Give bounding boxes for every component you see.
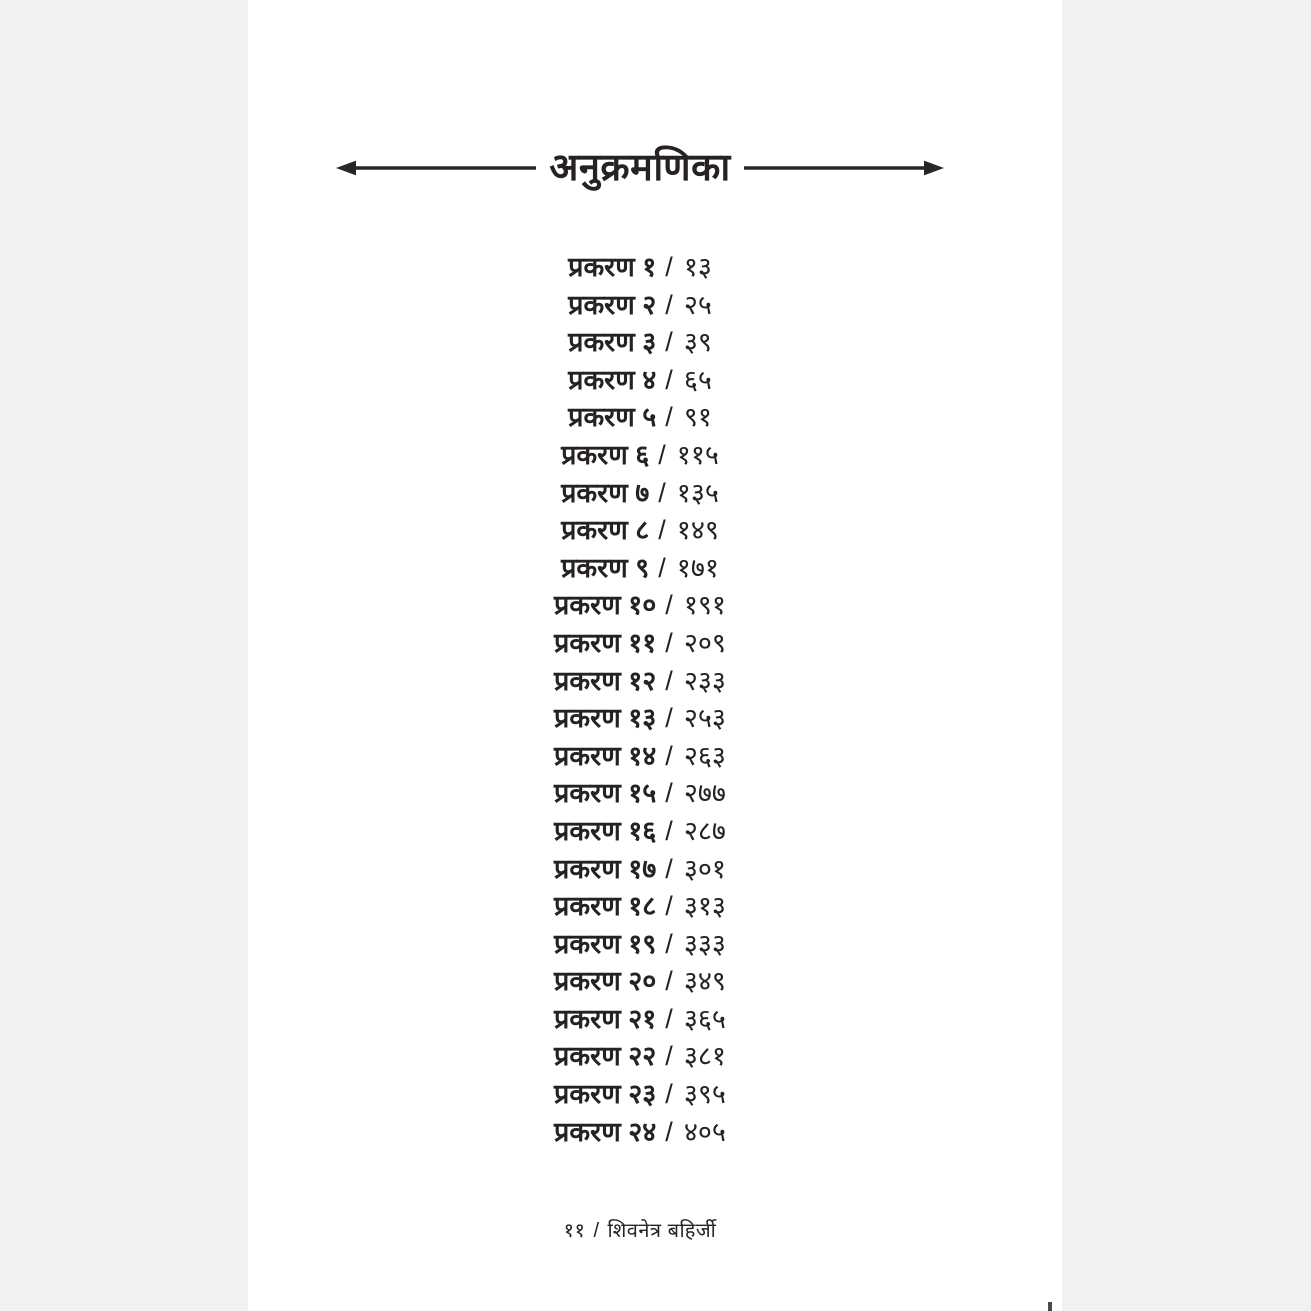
toc-chapter-label: प्रकरण ७ — [561, 477, 650, 508]
toc-separator: / — [665, 289, 673, 320]
toc-separator: / — [665, 252, 673, 282]
toc-entry — [554, 888, 726, 926]
toc-separator: / — [665, 364, 673, 395]
toc-separator: / — [665, 665, 673, 696]
toc-chapter-label: प्रकरण ५ — [568, 402, 657, 433]
toc-separator: / — [665, 891, 673, 922]
toc-entry — [554, 512, 726, 550]
toc-entry — [554, 1001, 726, 1039]
toc-chapter-label: प्रकरण १४ — [554, 740, 657, 771]
toc-separator: / — [665, 1079, 673, 1110]
toc-separator: / — [665, 966, 673, 997]
toc-page-number: ६५ — [683, 364, 712, 395]
toc-entry — [554, 1076, 726, 1114]
toc-entry — [554, 1038, 726, 1076]
toc-chapter-label: प्रकरण २२ — [554, 1041, 657, 1072]
toc-separator: / — [665, 590, 673, 621]
toc-page-number: २५३ — [683, 703, 726, 734]
toc-separator: / — [665, 402, 673, 433]
toc-entry — [554, 249, 726, 287]
toc-chapter-label: प्रकरण १५ — [554, 778, 657, 809]
toc-page-number: ९१ — [683, 402, 712, 433]
right-arrow-icon — [744, 159, 944, 177]
toc-page-number: १४९ — [676, 515, 719, 546]
toc-chapter-label: प्रकरण २३ — [554, 1079, 657, 1110]
toc-list — [554, 249, 726, 1151]
toc-page-number: २३३ — [683, 665, 726, 696]
section-title-row — [336, 0, 943, 194]
toc-chapter-label: प्रकरण ४ — [568, 364, 657, 395]
toc-chapter-label: प्रकरण १८ — [554, 891, 657, 922]
toc-separator: / — [665, 815, 673, 846]
toc-entry — [554, 625, 726, 663]
toc-entry — [554, 587, 726, 625]
toc-page-number: २८७ — [683, 815, 726, 846]
toc-page-number: ३१३ — [683, 891, 726, 922]
book-page — [248, 0, 1062, 1311]
toc-entry — [554, 475, 726, 513]
toc-entry — [554, 399, 726, 437]
toc-separator: / — [665, 703, 673, 734]
toc-chapter-label: प्रकरण ११ — [554, 627, 657, 658]
toc-separator: / — [665, 928, 673, 959]
toc-entry — [554, 663, 726, 701]
toc-separator: / — [665, 778, 673, 809]
toc-page-number: ३६५ — [683, 1003, 726, 1034]
toc-entry — [554, 963, 726, 1001]
toc-entry — [554, 851, 726, 889]
toc-chapter-label: प्रकरण १७ — [554, 853, 657, 884]
toc-entry — [554, 813, 726, 851]
toc-separator: / — [665, 740, 673, 771]
toc-chapter-label: प्रकरण २४ — [554, 1116, 657, 1147]
toc-chapter-label: प्रकरण ३ — [568, 327, 657, 358]
page-title: अनुक्रमणिका — [549, 147, 731, 189]
toc-page-number: ३३३ — [683, 928, 726, 959]
toc-separator: / — [665, 1116, 673, 1147]
toc-page-number: १३ — [683, 252, 712, 282]
toc-page-number: ३०१ — [683, 853, 726, 884]
toc-separator: / — [658, 552, 666, 583]
toc-page-number: २०९ — [683, 627, 726, 658]
toc-entry — [554, 324, 726, 362]
toc-chapter-label: प्रकरण ६ — [561, 439, 650, 470]
footer-separator: / — [593, 1220, 600, 1243]
toc-chapter-label: प्रकरण २ — [568, 289, 657, 320]
toc-entry — [554, 775, 726, 813]
toc-separator: / — [658, 439, 666, 470]
toc-entry — [554, 1114, 726, 1152]
page-edge-mark — [1048, 1302, 1052, 1311]
toc-chapter-label: प्रकरण ९ — [561, 552, 650, 583]
toc-chapter-label: प्रकरण २० — [554, 966, 657, 997]
toc-chapter-label: प्रकरण १३ — [554, 703, 657, 734]
toc-separator: / — [665, 1003, 673, 1034]
page-footer — [564, 1217, 717, 1245]
footer-page-number: ११ — [563, 1220, 586, 1243]
toc-page-number: १३५ — [676, 477, 719, 508]
toc-separator: / — [665, 1041, 673, 1072]
toc-entry — [554, 738, 726, 776]
left-arrow-icon — [336, 159, 536, 177]
toc-entry — [554, 550, 726, 588]
toc-separator: / — [665, 327, 673, 358]
toc-separator: / — [665, 853, 673, 884]
toc-page-number: २७७ — [683, 778, 726, 809]
toc-entry — [554, 362, 726, 400]
toc-page-number: २६३ — [683, 740, 726, 771]
toc-page-number: १९१ — [683, 590, 726, 621]
toc-chapter-label: प्रकरण १९ — [554, 928, 657, 959]
toc-page-number: ३९ — [683, 327, 712, 358]
toc-entry — [554, 926, 726, 964]
toc-page-number: ३९५ — [683, 1079, 726, 1110]
toc-page-number: १७१ — [676, 552, 719, 583]
footer-book-title: शिवनेत्र बहिर्जी — [607, 1220, 717, 1243]
toc-page-number: २५ — [683, 289, 712, 320]
toc-separator: / — [658, 477, 666, 508]
toc-chapter-label: प्रकरण १० — [554, 590, 657, 621]
toc-page-number: ४०५ — [683, 1116, 726, 1147]
toc-page-number: ३८१ — [683, 1041, 726, 1072]
toc-chapter-label: प्रकरण १२ — [554, 665, 657, 696]
toc-page-number: ३४९ — [683, 966, 726, 997]
toc-entry — [554, 700, 726, 738]
toc-entry — [554, 437, 726, 475]
toc-separator: / — [658, 515, 666, 546]
toc-page-number: ११५ — [676, 439, 719, 470]
toc-chapter-label: प्रकरण १ — [568, 252, 657, 282]
toc-chapter-label: प्रकरण १६ — [554, 815, 657, 846]
toc-entry — [554, 287, 726, 325]
toc-chapter-label: प्रकरण २१ — [554, 1003, 657, 1034]
toc-separator: / — [665, 627, 673, 658]
toc-chapter-label: प्रकरण ८ — [561, 515, 650, 546]
